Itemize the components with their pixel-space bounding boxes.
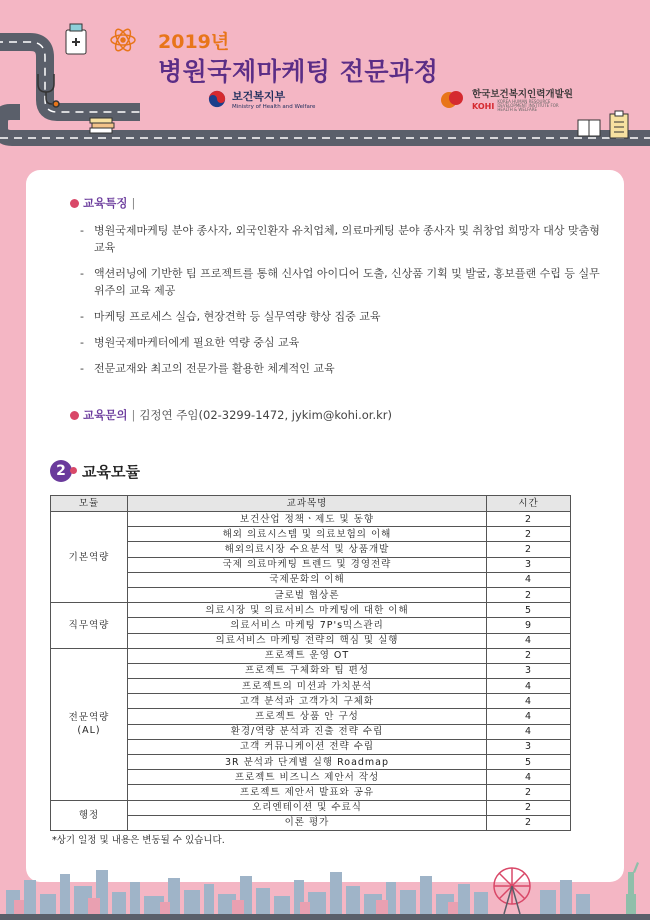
- features-heading: [70, 195, 135, 211]
- section-number-badge: 2: [50, 460, 72, 482]
- ministry-name-en: Ministry of Health and Welfare: [232, 104, 316, 110]
- subject-cell: 프로젝트 비즈니스 제안서 작성: [128, 770, 487, 785]
- feature-item: - 마케팅 프로세스 실습, 현장견학 등 실무역량 향상 집중 교육: [80, 308, 610, 325]
- table-row: [51, 663, 571, 678]
- schedule-note: *상기 일정 및 내용은 변동될 수 있습니다.: [52, 835, 225, 846]
- module-name: 기본역량: [51, 512, 128, 603]
- subject-cell: 프로젝트 제안서 발표와 공유: [128, 785, 487, 800]
- subject-cell: 글로벌 협상론: [128, 587, 487, 602]
- subject-cell: 의료서비스 마케팅 7P's믹스관리: [128, 618, 487, 633]
- feature-item: - 병원국제마케터에게 필요한 역량 중심 교육: [80, 334, 610, 351]
- subject-cell: 환경/역량 분석과 진출 전략 수립: [128, 724, 487, 739]
- inquiry-heading: [70, 407, 392, 423]
- hours-cell: 2: [487, 542, 571, 557]
- hours-cell: 5: [487, 603, 571, 618]
- institute-name-en: KOREA HUMAN RESOURCE DEVELOPMENT INSTITUTE FOR HEALTH & WELFARE: [497, 99, 559, 112]
- atom-icon: [111, 27, 135, 53]
- table-row: [51, 618, 571, 633]
- inquiry-label: 교육문의: [83, 408, 128, 422]
- books-icon: [90, 118, 114, 133]
- bullet-dot-icon: [70, 411, 79, 420]
- table-row: [51, 542, 571, 557]
- taegeuk-icon: [208, 90, 226, 108]
- features-list: [80, 222, 610, 386]
- hours-cell: 3: [487, 663, 571, 678]
- feature-item: - 액션러닝에 기반한 팀 프로젝트를 통해 신사업 아이디어 도출, 신상품 기획 및 발굴, 홍보플랜 수립 등 실무 위주의 교육 제공: [80, 265, 610, 299]
- subject-cell: 이론 평가: [128, 815, 487, 830]
- feature-item: - 전문교재와 최고의 전문가를 활용한 체계적인 교육: [80, 360, 610, 377]
- inquiry-divider: |: [131, 408, 136, 422]
- table-row: [51, 587, 571, 602]
- bullet-dot-icon: [70, 199, 79, 208]
- table-row: [51, 557, 571, 572]
- table-row: [51, 724, 571, 739]
- ministry-logo: [208, 88, 315, 110]
- table-row: [51, 739, 571, 754]
- hours-cell: 4: [487, 679, 571, 694]
- header-subject: 교과목명: [128, 496, 487, 512]
- subject-cell: 국제문화의 이해: [128, 572, 487, 587]
- modules-table: [50, 495, 571, 831]
- table-row: [51, 648, 571, 663]
- hours-cell: 4: [487, 572, 571, 587]
- subject-cell: 오리엔테이션 및 수료식: [128, 800, 487, 815]
- table-row: [51, 755, 571, 770]
- ministry-name: 보건복지부: [232, 90, 286, 103]
- feature-item: - 병원국제마케팅 분야 종사자, 외국인환자 유치업체, 의료마케팅 분야 종사자 및 취창업 희망자 대상 맞춤형 교육: [80, 222, 610, 256]
- clipboard-icon: [610, 111, 628, 138]
- table-row: [51, 694, 571, 709]
- subject-cell: 프로젝트 구체화와 팀 편성: [128, 663, 487, 678]
- module-name: 행정: [51, 800, 128, 830]
- institute-abbr: KOHI: [472, 101, 495, 111]
- header-module: 모듈: [51, 496, 128, 512]
- hours-cell: 2: [487, 527, 571, 542]
- hours-cell: 2: [487, 587, 571, 602]
- subject-cell: 프로젝트 상품 안 구성: [128, 709, 487, 724]
- institute-name: 한국보건복지인력개발원: [472, 89, 573, 100]
- table-header-row: [51, 496, 571, 512]
- open-book-icon: [578, 120, 600, 136]
- statue-icon: [626, 862, 639, 914]
- hours-cell: 2: [487, 648, 571, 663]
- hours-cell: 4: [487, 709, 571, 724]
- subject-cell: 보건산업 정책ㆍ제도 및 동향: [128, 512, 487, 527]
- table-row: [51, 815, 571, 830]
- subject-cell: 해외의료시장 수요분석 및 상품개발: [128, 542, 487, 557]
- table-row: [51, 512, 571, 527]
- course-title: 병원국제마케팅 전문과정: [158, 57, 439, 86]
- hours-cell: 3: [487, 739, 571, 754]
- subject-cell: 의료시장 및 의료서비스 마케팅에 대한 이해: [128, 603, 487, 618]
- medicine-bottle-icon: [66, 24, 86, 54]
- hours-cell: 4: [487, 694, 571, 709]
- header-hours: 시간: [487, 496, 571, 512]
- modules-title: 교육모듈: [82, 462, 140, 481]
- subject-cell: 의료서비스 마케팅 전략의 핵심 및 실행: [128, 633, 487, 648]
- table-row: [51, 770, 571, 785]
- table-row: [51, 679, 571, 694]
- module-name-line2: (AL): [77, 725, 101, 737]
- hours-cell: 2: [487, 512, 571, 527]
- hours-cell: 4: [487, 633, 571, 648]
- module-name: 직무역량: [51, 603, 128, 649]
- subject-cell: 프로젝트 운영 OT: [128, 648, 487, 663]
- module-name-line1: 전문역량: [68, 712, 110, 724]
- ferris-wheel-icon: [494, 868, 530, 914]
- hours-cell: 2: [487, 785, 571, 800]
- subject-cell: 해외 의료시스템 및 의료보험의 이해: [128, 527, 487, 542]
- table-row: [51, 527, 571, 542]
- hours-cell: 4: [487, 724, 571, 739]
- table-row: [51, 633, 571, 648]
- subject-cell: 프로젝트의 미션과 가치분석: [128, 679, 487, 694]
- kohi-symbol-icon: [440, 88, 466, 110]
- subject-cell: 고객 커뮤니케이션 전략 수립: [128, 739, 487, 754]
- table-row: [51, 572, 571, 587]
- city-skyline-decoration: [0, 850, 650, 920]
- hours-cell: 2: [487, 815, 571, 830]
- hours-cell: 5: [487, 755, 571, 770]
- inquiry-contact: 김정연 주임(02-3299-1472, jykim@kohi.or.kr): [139, 408, 392, 422]
- subject-cell: 고객 분석과 고객가치 구체화: [128, 694, 487, 709]
- hours-cell: 2: [487, 800, 571, 815]
- features-label: 교육특징: [83, 196, 128, 210]
- kohi-logo: [440, 86, 573, 112]
- hours-cell: 9: [487, 618, 571, 633]
- module-name: [51, 648, 128, 800]
- table-row: [51, 709, 571, 724]
- table-row: [51, 800, 571, 815]
- course-year: 2019년: [158, 31, 230, 53]
- hours-cell: 4: [487, 770, 571, 785]
- table-row: [51, 603, 571, 618]
- table-row: [51, 785, 571, 800]
- subject-cell: 국제 의료마케팅 트렌드 및 경영전략: [128, 557, 487, 572]
- hours-cell: 3: [487, 557, 571, 572]
- subject-cell: 3R 분석과 단계별 실행 Roadmap: [128, 755, 487, 770]
- features-divider: |: [131, 196, 136, 210]
- modules-heading: [50, 460, 140, 482]
